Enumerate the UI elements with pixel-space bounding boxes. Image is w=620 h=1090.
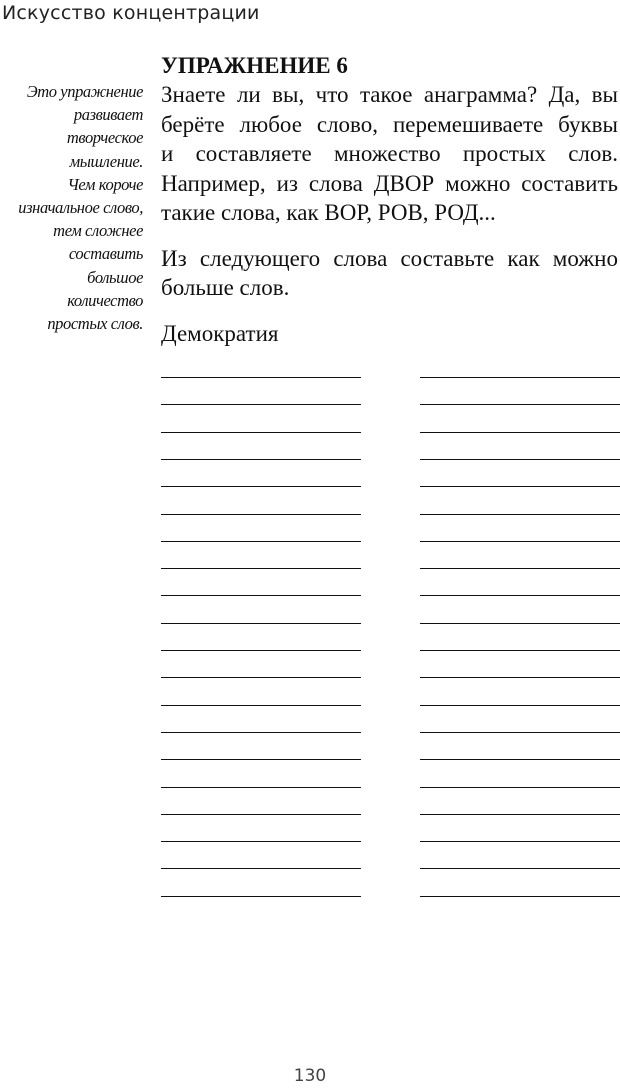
answer-line <box>420 787 620 788</box>
answer-line <box>161 432 361 433</box>
answer-line <box>161 705 361 706</box>
sidenote-line: количество <box>67 290 143 310</box>
answer-line <box>420 568 620 569</box>
answer-line <box>161 677 361 678</box>
sidenote-line: составить <box>68 244 143 264</box>
answer-line <box>420 759 620 760</box>
answer-line <box>420 486 620 487</box>
exercise-body <box>161 52 618 348</box>
answer-line <box>161 896 361 897</box>
paragraph-line: Например, из слова ДВОР можно составить <box>161 170 618 196</box>
answer-line <box>161 868 361 869</box>
answer-line <box>161 787 361 788</box>
sidenote-line: большое <box>87 267 143 287</box>
sidenote-line: Чем короче <box>67 174 143 194</box>
sidenote-line: изначальное слово, <box>18 198 143 218</box>
answer-line <box>420 404 620 405</box>
paragraph-line: такие слова, как ВОР, РОВ, РОД... <box>161 200 496 225</box>
answer-line <box>161 541 361 542</box>
answer-line <box>420 814 620 815</box>
answer-line <box>420 459 620 460</box>
answer-line <box>161 377 361 378</box>
answer-line <box>161 486 361 487</box>
answer-line <box>161 404 361 405</box>
exercise-intro-paragraph <box>161 80 618 228</box>
answer-line <box>161 568 361 569</box>
paragraph-line: Знаете ли вы, что такое анаграмма? Да, вы <box>161 82 618 107</box>
answer-line <box>161 595 361 596</box>
page-number: 130 <box>293 1066 327 1086</box>
answer-line <box>420 514 620 515</box>
answer-line <box>161 623 361 624</box>
answer-line <box>420 650 620 651</box>
answer-line <box>420 377 620 378</box>
paragraph-line: больше слов. <box>161 275 290 300</box>
sidenote-line: Это упражнение <box>26 82 143 101</box>
answer-line <box>420 841 620 842</box>
answer-line <box>161 814 361 815</box>
answer-line <box>161 732 361 733</box>
sidenote-line: развивает <box>73 105 143 125</box>
paragraph-line: берёте любое слово, перемешиваете буквы <box>161 111 618 137</box>
sidenote-line: творческое <box>66 128 143 148</box>
sidenote <box>0 80 143 335</box>
running-head: Искусство концентрации <box>2 2 260 24</box>
paragraph-line: и составляете множество простых слов. <box>161 141 618 166</box>
source-word: Демократия <box>161 320 279 346</box>
answer-line <box>420 732 620 733</box>
answer-lines <box>161 377 620 907</box>
answer-line <box>420 677 620 678</box>
exercise-title: УПРАЖНЕНИЕ 6 <box>161 53 348 78</box>
answer-line <box>161 841 361 842</box>
answer-line <box>420 623 620 624</box>
answer-line <box>420 432 620 433</box>
answer-line <box>420 868 620 869</box>
answer-line <box>420 595 620 596</box>
sidenote-line: тем сложнее <box>53 221 143 241</box>
exercise-instruction-paragraph <box>161 244 618 303</box>
answer-line <box>420 896 620 897</box>
sidenote-line: мышление. <box>69 151 143 171</box>
sidenote-line: простых слов. <box>47 314 143 334</box>
answer-line <box>161 459 361 460</box>
answer-line <box>161 514 361 515</box>
answer-line <box>420 541 620 542</box>
answer-line <box>161 759 361 760</box>
answer-line <box>420 705 620 706</box>
answer-line <box>161 650 361 651</box>
paragraph-line: Из следующего слова составьте как можно <box>161 245 618 271</box>
